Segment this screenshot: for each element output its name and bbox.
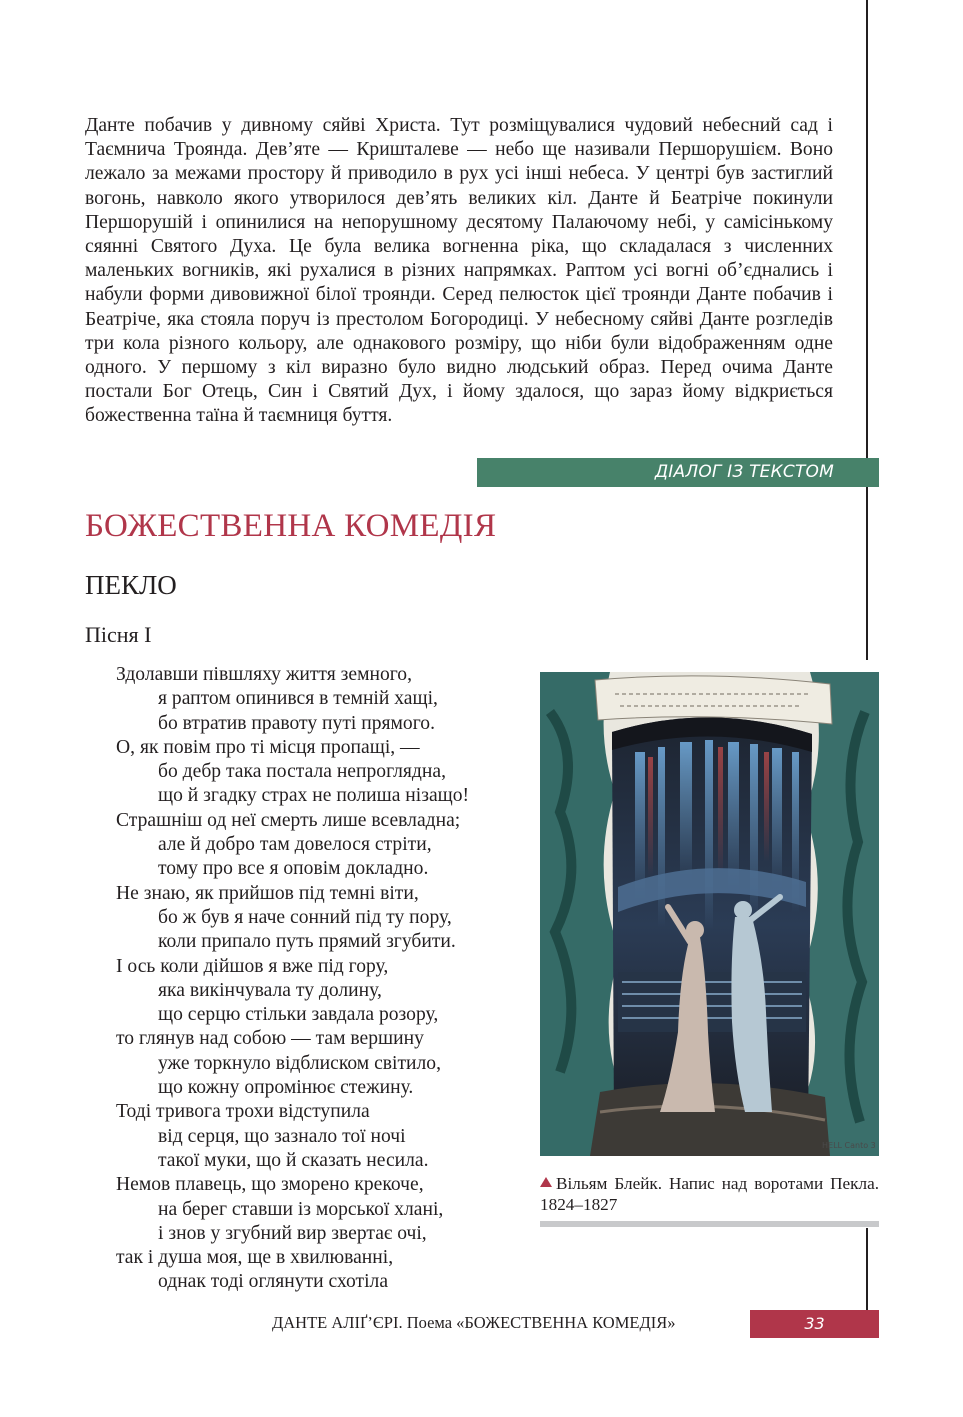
- poem-line: Немов плавець, що зморено крекоче,: [116, 1174, 424, 1196]
- poem-line: то глянув над собою — там вершину: [116, 1028, 424, 1050]
- poem-line: бо дебр така постала непроглядна,: [158, 761, 446, 783]
- poem-line: І ось коли дійшов я вже під гору,: [116, 955, 389, 977]
- caption-text: Вільям Блейк. Напис над воротами Пекла. 1824–1827: [540, 1174, 879, 1214]
- poem-line: однак тоді оглянути схотіла: [158, 1271, 389, 1293]
- poem-text: [116, 663, 516, 1295]
- poem-line: бо ж був я наче сонний під ту пору,: [158, 906, 452, 928]
- poem-line: від серця, що зазнало тої ночі: [158, 1125, 406, 1147]
- margin-rule-middle: [866, 487, 868, 660]
- poem-line: Страшніш од неї смерть лише всевладна;: [116, 809, 461, 831]
- poem-line: що й згадку страх не полиша нізащо!: [158, 785, 470, 807]
- blake-painting-illustration: [540, 672, 879, 1156]
- poem-line: яка викінчувала ту долину,: [158, 979, 382, 1001]
- poem-line: що серцю стільки завдала розору,: [158, 1004, 439, 1026]
- poem-line: уже торкнуло відблиском світило,: [158, 1052, 441, 1074]
- work-title: БОЖЕСТВЕННА КОМЕДІЯ: [85, 508, 497, 544]
- poem-line: що кожну опромінює стежину.: [158, 1077, 414, 1099]
- poem-line: Не знаю, як прийшов під темні віти,: [116, 882, 419, 904]
- page-number: 33: [750, 1310, 879, 1338]
- running-footer: ДАНТЕ АЛІҐ’ЄРІ. Поема «БОЖЕСТВЕННА КОМЕДІЯ»: [272, 1313, 676, 1332]
- poem-line: тому про все я оповім докладно.: [158, 858, 429, 880]
- poem-line: я раптом опинився в темній хащі,: [158, 688, 438, 710]
- poem-line: і знов у згубний вир звертає очі,: [158, 1222, 427, 1244]
- margin-rule-top: [866, 0, 868, 458]
- margin-rule-bottom: [866, 1228, 868, 1310]
- painting-signature: HELL Canto 3: [822, 1141, 876, 1150]
- poem-line: на берег ставши із морської хлані,: [158, 1198, 444, 1220]
- intro-paragraph: Данте побачив у дивному сяйві Христа. Тут розміщувалися чудовий небесний сад і Таємнича Троянда. Дев’яте — Кришталеве — небо ще називали Першорушієм. Воно лежало за межами простору й приводило в рух усі інші небеса. У центрі був застиглий вогонь, навколо якого утворилося дев’ять великих кіл. Данте й Беатріче покинули Першорушій і опинилися на непорушному десятому Палаючому небі, у самісінькому сяянні Святого Духа. Це була велика вогненна ріка, що складалася з численних маленьких вогників, які рухалися в різних напрямках. Раптом усі вогні об’єднались і набули форми дивовижної білої троянди. Серед пелюсток цієї троянди Данте побачив і Беатріче, яка стояла поруч із престолом Богородиці. У небесному сяйві Данте розгледів три кола різного кольору, але однакового розміру, що ніби були відображенням одне одного. У першому з кіл виразно було видно людський образ. Перед очима Данте постали Бог Отець, Син і Святий Дух, і йому здалося, що зараз йому відкриється божественна таїна й таємниця буття.: [85, 115, 833, 427]
- song-title: Пісня І: [85, 622, 152, 647]
- caption-triangle-icon: [540, 1177, 552, 1187]
- part-title: ПЕКЛО: [85, 570, 177, 600]
- caption-divider: [540, 1221, 879, 1227]
- poem-line: такої муки, що й сказать несила.: [158, 1149, 429, 1171]
- poem-line: коли припало путь прямий згубити.: [158, 931, 456, 953]
- poem-line: Здолавши півшляху життя земного,: [116, 664, 413, 685]
- figure-caption: [540, 1173, 879, 1215]
- poem-line: так і душа моя, ще в хвилюванні,: [116, 1247, 394, 1269]
- poem-line: О, як повім про ті місця пропащі, —: [116, 736, 420, 758]
- poem-line: бо втратив правоту путі прямого.: [158, 712, 435, 734]
- poem-line: але й добро там довелося стріти,: [158, 834, 432, 856]
- poem-line: Тоді тривога трохи відступила: [116, 1101, 370, 1123]
- section-label-bar: ДІАЛОГ ІЗ ТЕКСТОМ: [477, 458, 879, 487]
